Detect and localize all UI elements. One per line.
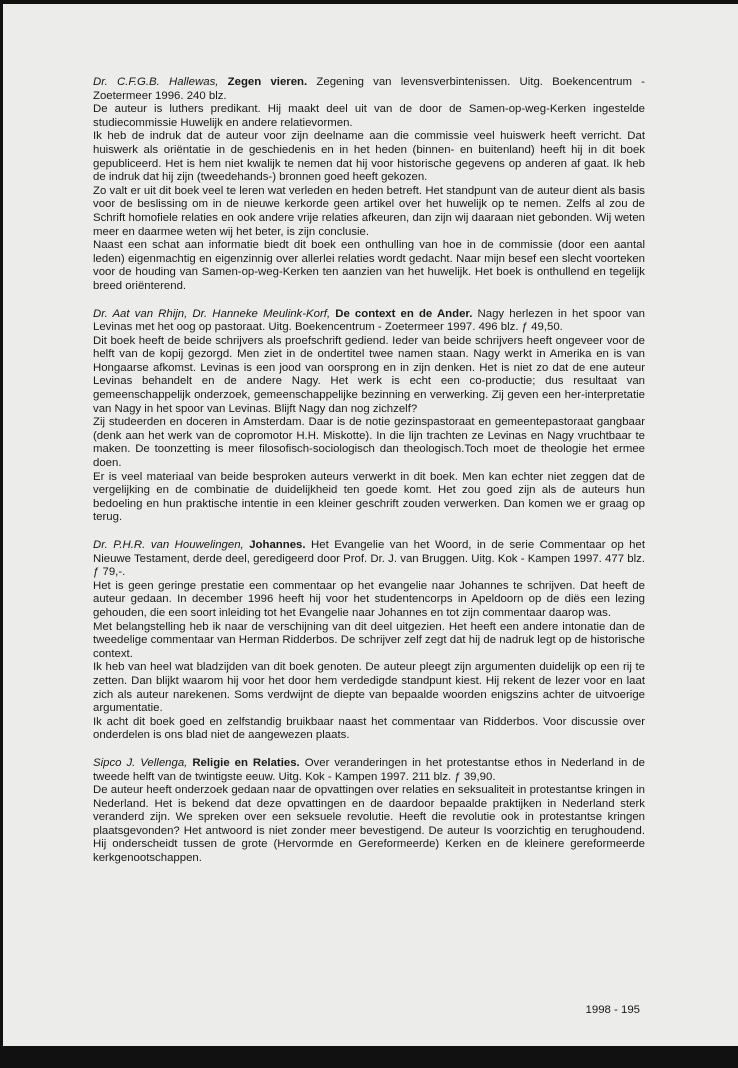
page-number: 1998 - 195 <box>585 1004 640 1016</box>
review-paragraph: Zij studeerden en doceren in Amsterdam. Daar is de notie gezinspastoraat en gemeentepastoraat gangbaar (denk aan het werk van de copromotor H.H. Miskotte). In die lijn trachten ze Levinas en Nagy vruchtbaar te maken. De toonzetting is meer filosofisch-sociologisch dan theologisch.Toch moet de theologie het ermee doen. <box>93 416 645 470</box>
review-paragraph: De auteur is luthers predikant. Hij maakt deel uit van de door de Samen-op-weg-Kerken ingestelde studiecommissie Huwelijk en andere relatievormen. <box>93 103 645 129</box>
review-heading <box>93 757 645 784</box>
review-title: Religie en Relaties. <box>192 756 300 769</box>
review-citation: Het Evangelie van het Woord, in de serie Commentaar op het Nieuwe Testament, derde deel, geredigeerd door Prof. Dr. J. van Bruggen. Uitg. Kok - Kampen 1997. 477 blz. ƒ 79,-. <box>93 539 645 579</box>
review-author: Dr. Aat van Rhijn, Dr. Hanneke Meulink-Korf, <box>93 307 331 320</box>
review-paragraph: Dit boek heeft de beide schrijvers als proefschrift gediend. Ieder van beide schrijvers heeft ongeveer voor de helft van de kopij gezorgd. Men ziet in de ondertitel twee namen staan. Nagy werkt in Amerika en is van Hongaarse afkomst. Levinas is een jood van oorsprong en in zijn denken. Het is niet zo dat de ene auteur Levinas behandelt en de andere Nagy. Het werk is echt een co-productie; dus resultaat van gemeenschappelijk onderzoek, gemeenschappelijke bezinning en verwerking. Zij geven een her-interpretatie van Nagy in het spoor van Levinas. Blijft Nagy dan nog zichzelf? <box>93 334 645 415</box>
review-citation: Over veranderingen in het protestantse ethos in Nederland in de tweede helft van de twintigste eeuw. Uitg. Kok - Kampen 1997. 211 blz. ƒ 39,90. <box>93 756 645 783</box>
review-paragraph: Ik heb de indruk dat de auteur voor zijn deelname aan die commissie veel huiswerk heeft verricht. Dat huiswerk als oriëntatie in de geschiedenis en in het heden (binnen- en buitenland) heeft hij in dit boek gepubliceerd. Het is hem niet kwalijk te nemen dat hij voor historische gegevens op anderen af gaat. Ik heb de indruk dat hij zijn (tweedehands-) bronnen goed heeft gekozen. <box>93 130 645 184</box>
review-heading <box>93 539 645 580</box>
review-author: Dr. P.H.R. van Houwelingen, <box>93 539 244 551</box>
review-paragraph: Er is veel materiaal van beide besproken auteurs verwerkt in dit boek. Men kan echter niet zeggen dat de vergelijking en de combinatie de duidelijkheid ten goede komt. Het zou goed zijn als de auteurs hun bedoeling en hun praktische intentie in een kleiner geschrift zouden verwerken. Dan komen we er graag op terug. <box>93 470 645 524</box>
review-title: De context en de Ander. <box>335 307 473 320</box>
review-vellenga <box>93 757 645 866</box>
review-heading <box>93 308 645 335</box>
review-title: Johannes. <box>249 539 306 551</box>
review-paragraph: De auteur heeft onderzoek gedaan naar de opvattingen over relaties en seksualiteit in protestantse kringen in Nederland. Het is bekend dat deze opvattingen en de daardoor bepaalde praktijken in Nederland sterk veranderd zijn. We spreken over een seksuele revolutie. Heeft die revolutie ook in protestantse kringen plaatsgevonden? Het antwoord is niet zonder meer bevestigend. De auteur Is voorzichtig en terughoudend. Hij onderscheidt tussen de grote (Hervormde en Gereformeerde) Kerken en de kleinere gereformeerde kerkgenootschappen. <box>93 784 645 865</box>
review-hallewas <box>93 76 645 294</box>
review-author: Sipco J. Vellenga, <box>93 756 188 769</box>
scan-border-top <box>0 0 738 4</box>
scan-border-bottom <box>0 1046 738 1068</box>
review-paragraph: Ik heb van heel wat bladzijden van dit boek genoten. De auteur pleegt zijn argumenten duidelijk op een rij te zetten. Dan blijkt waarom hij voor het door hem verdedigde standpunt kiest. Hij rekent de lezer voor en laat zich als auteur narekenen. Soms verdwijnt de diepte van bepaalde woorden enigszins achter de uitvoerige argumentatie. <box>93 661 645 715</box>
review-paragraph: Met belangstelling heb ik naar de verschijning van dit deel uitgezien. Het heeft een andere intonatie dan de tweedelige commentaar van Herman Ridderbos. De schrijver zelf zegt dat hij de nadruk legt op de historische context. <box>93 620 645 660</box>
review-author: Dr. C.F.G.B. Hallewas, <box>93 76 219 88</box>
review-van-houwelingen <box>93 539 645 743</box>
review-citation: Nagy herlezen in het spoor van Levinas met het oog op pastoraat. Uitg. Boekencentrum - Zoetermeer 1997. 496 blz. ƒ 49,50. <box>93 307 645 334</box>
review-paragraph: Naast een schat aan informatie biedt dit boek een onthulling van hoe in de commissie (door een aantal leden) eigenmachtig en eigenzinnig over allerlei relaties wordt gedacht. Naar mijn besef een slecht voorteken voor de houding van Samen-op-weg-Kerken ten aanzien van het huwelijk. Het boek is onthullend en tegelijk breed oriënterend. <box>93 239 645 292</box>
review-column <box>93 76 645 880</box>
review-van-rhijn <box>93 308 645 526</box>
review-citation: Zegening van levensverbintenissen. Uitg. Boekencentrum - Zoetermeer 1996. 240 blz. <box>93 76 645 102</box>
review-title: Zegen vieren. <box>227 76 308 88</box>
review-paragraph: Het is geen geringe prestatie een commentaar op het evangelie naar Johannes te schrijven. Dat heeft de auteur gedaan. In december 1996 heeft hij voor het studentencorps in Apeldoorn op de diës een lezing gehouden, die een soort inleiding tot het Evangelie naar Johannes en tot zijn commentaar daarop was. <box>93 579 645 619</box>
review-heading <box>93 76 645 103</box>
scan-border-left <box>0 0 3 1068</box>
review-paragraph: Ik acht dit boek goed en zelfstandig bruikbaar naast het commentaar van Ridderbos. Voor discussie over onderdelen is ons blad niet de aangewezen plaats. <box>93 715 645 742</box>
review-paragraph: Zo valt er uit dit boek veel te leren wat verleden en heden betreft. Het standpunt van de auteur dient als basis voor de beslissing om in de nieuwe kerkorde geen artikel over het huwelijk op te nemen. Zelfs al zou de Schrift homofiele relaties en ook andere vrije relaties afkeuren, dan zijn wij daaraan niet gebonden. Wij weten meer en daarmee weten wij het beter, is zijn conclusie. <box>93 184 645 238</box>
